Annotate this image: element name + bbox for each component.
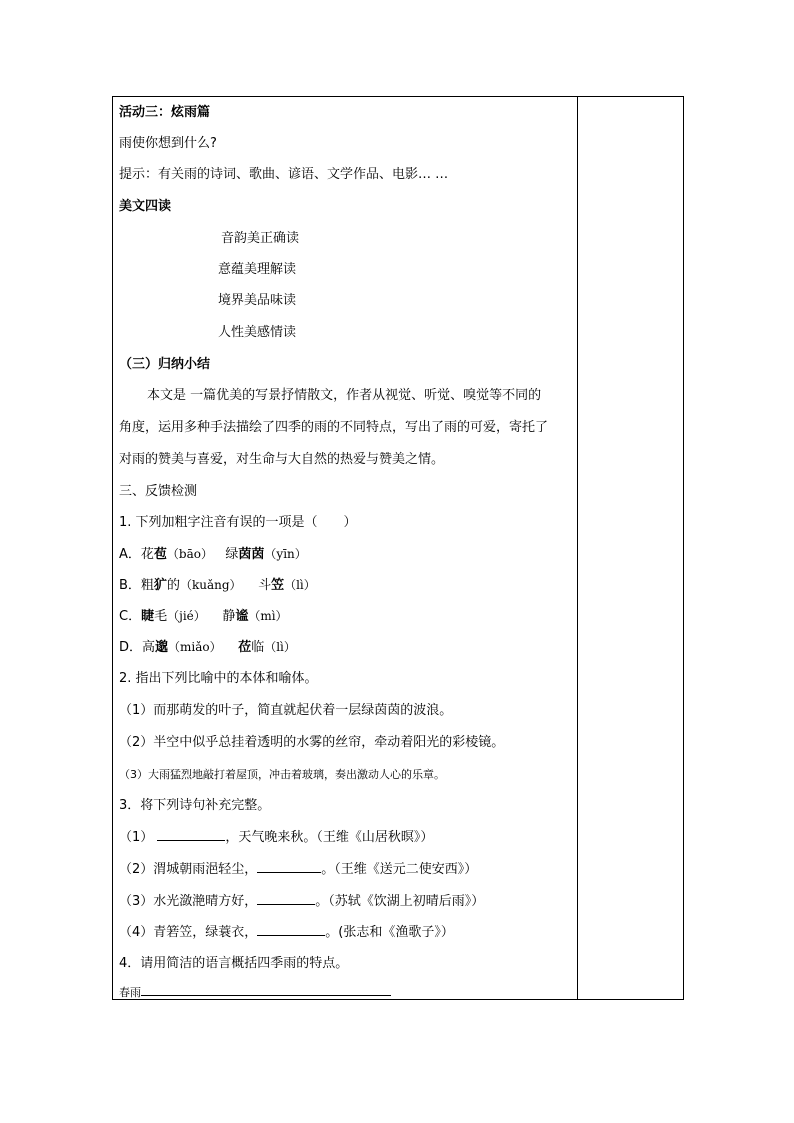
table-frame [112,96,684,1000]
q2-item-1: （1）而那萌发的叶子，简直就起伏着一层绿茵茵的波浪。 [119,703,453,718]
q3-item-4: （4）青箬笠，绿蓑衣， 。(张志和《渔歌子》） [119,925,454,940]
q1-stem: 1. 下列加粗字注音有误的一项是（ ） [119,515,357,530]
reading-item-1: 音韵美正确读 [221,231,300,246]
q3-stem: 3．将下列诗句补充完整。 [119,798,271,813]
activity3-title: 活动三：炫雨篇 [119,105,211,120]
summary-line-1: 本文是 一篇优美的写景抒情散文，作者从视觉、听觉、嗅觉等不同的 [147,388,542,403]
q2-item-3: （3）大雨猛烈地敲打着屋顶，冲击着玻璃，奏出激动人心的乐章。 [119,768,445,781]
q2-stem: 2. 指出下列比喻中的本体和喻体。 [119,671,318,686]
fill-blank [257,860,321,873]
fill-blank [157,828,225,841]
q4-spring-line: 春雨 [119,985,391,1000]
q2-item-2: （2）半空中似乎总挂着透明的水雾的丝帘，牵动着阳光的彩棱镜。 [119,735,505,750]
answer-rule [141,985,391,996]
feedback-title: 三、反馈检测 [119,484,198,499]
reading-item-3: 境界美品味读 [218,293,297,308]
column-divider [577,97,578,999]
summary-line-3: 对雨的赞美与喜爱，对生命与大自然的热爱与赞美之情。 [119,452,445,467]
reading-item-4: 人性美感情读 [218,325,297,340]
q4-stem: 4．请用简洁的语言概括四季雨的特点。 [119,956,349,971]
q1-option-a: A．花苞（bāo） 绿茵茵（yīn） [119,547,307,562]
fill-blank [257,892,315,905]
fill-blank [257,923,325,936]
activity3-hint: 提示：有关雨的诗词、歌曲、谚语、文学作品、电影… … [119,167,449,182]
q3-item-2: （2）渭城朝雨浥轻尘， 。（王维《送元二使安西》） [119,862,478,877]
reading-title: 美文四读 [119,199,172,214]
reading-item-2: 意蕴美理解读 [218,262,297,277]
q3-item-3: （3）水光潋滟晴方好， 。（苏轼《饮湖上初晴后雨》） [119,894,485,909]
q3-item-1: （1） ，天气晚来秋。（王维《山居秋暝》） [119,830,434,845]
summary-line-2: 角度，运用多种手法描绘了四季的雨的不同特点，写出了雨的可爱，寄托了 [119,420,549,435]
q1-option-c: C．睫毛（jié） 静谧（mì） [119,609,288,624]
q1-option-d: D．高邈（miǎo） 莅临（lì） [119,640,296,655]
activity3-question: 雨使你想到什么? [119,136,217,151]
q1-option-b: B．粗犷的（kuǎng） 斗笠（lì） [119,578,316,593]
summary-title: （三）归纳小结 [119,357,211,372]
